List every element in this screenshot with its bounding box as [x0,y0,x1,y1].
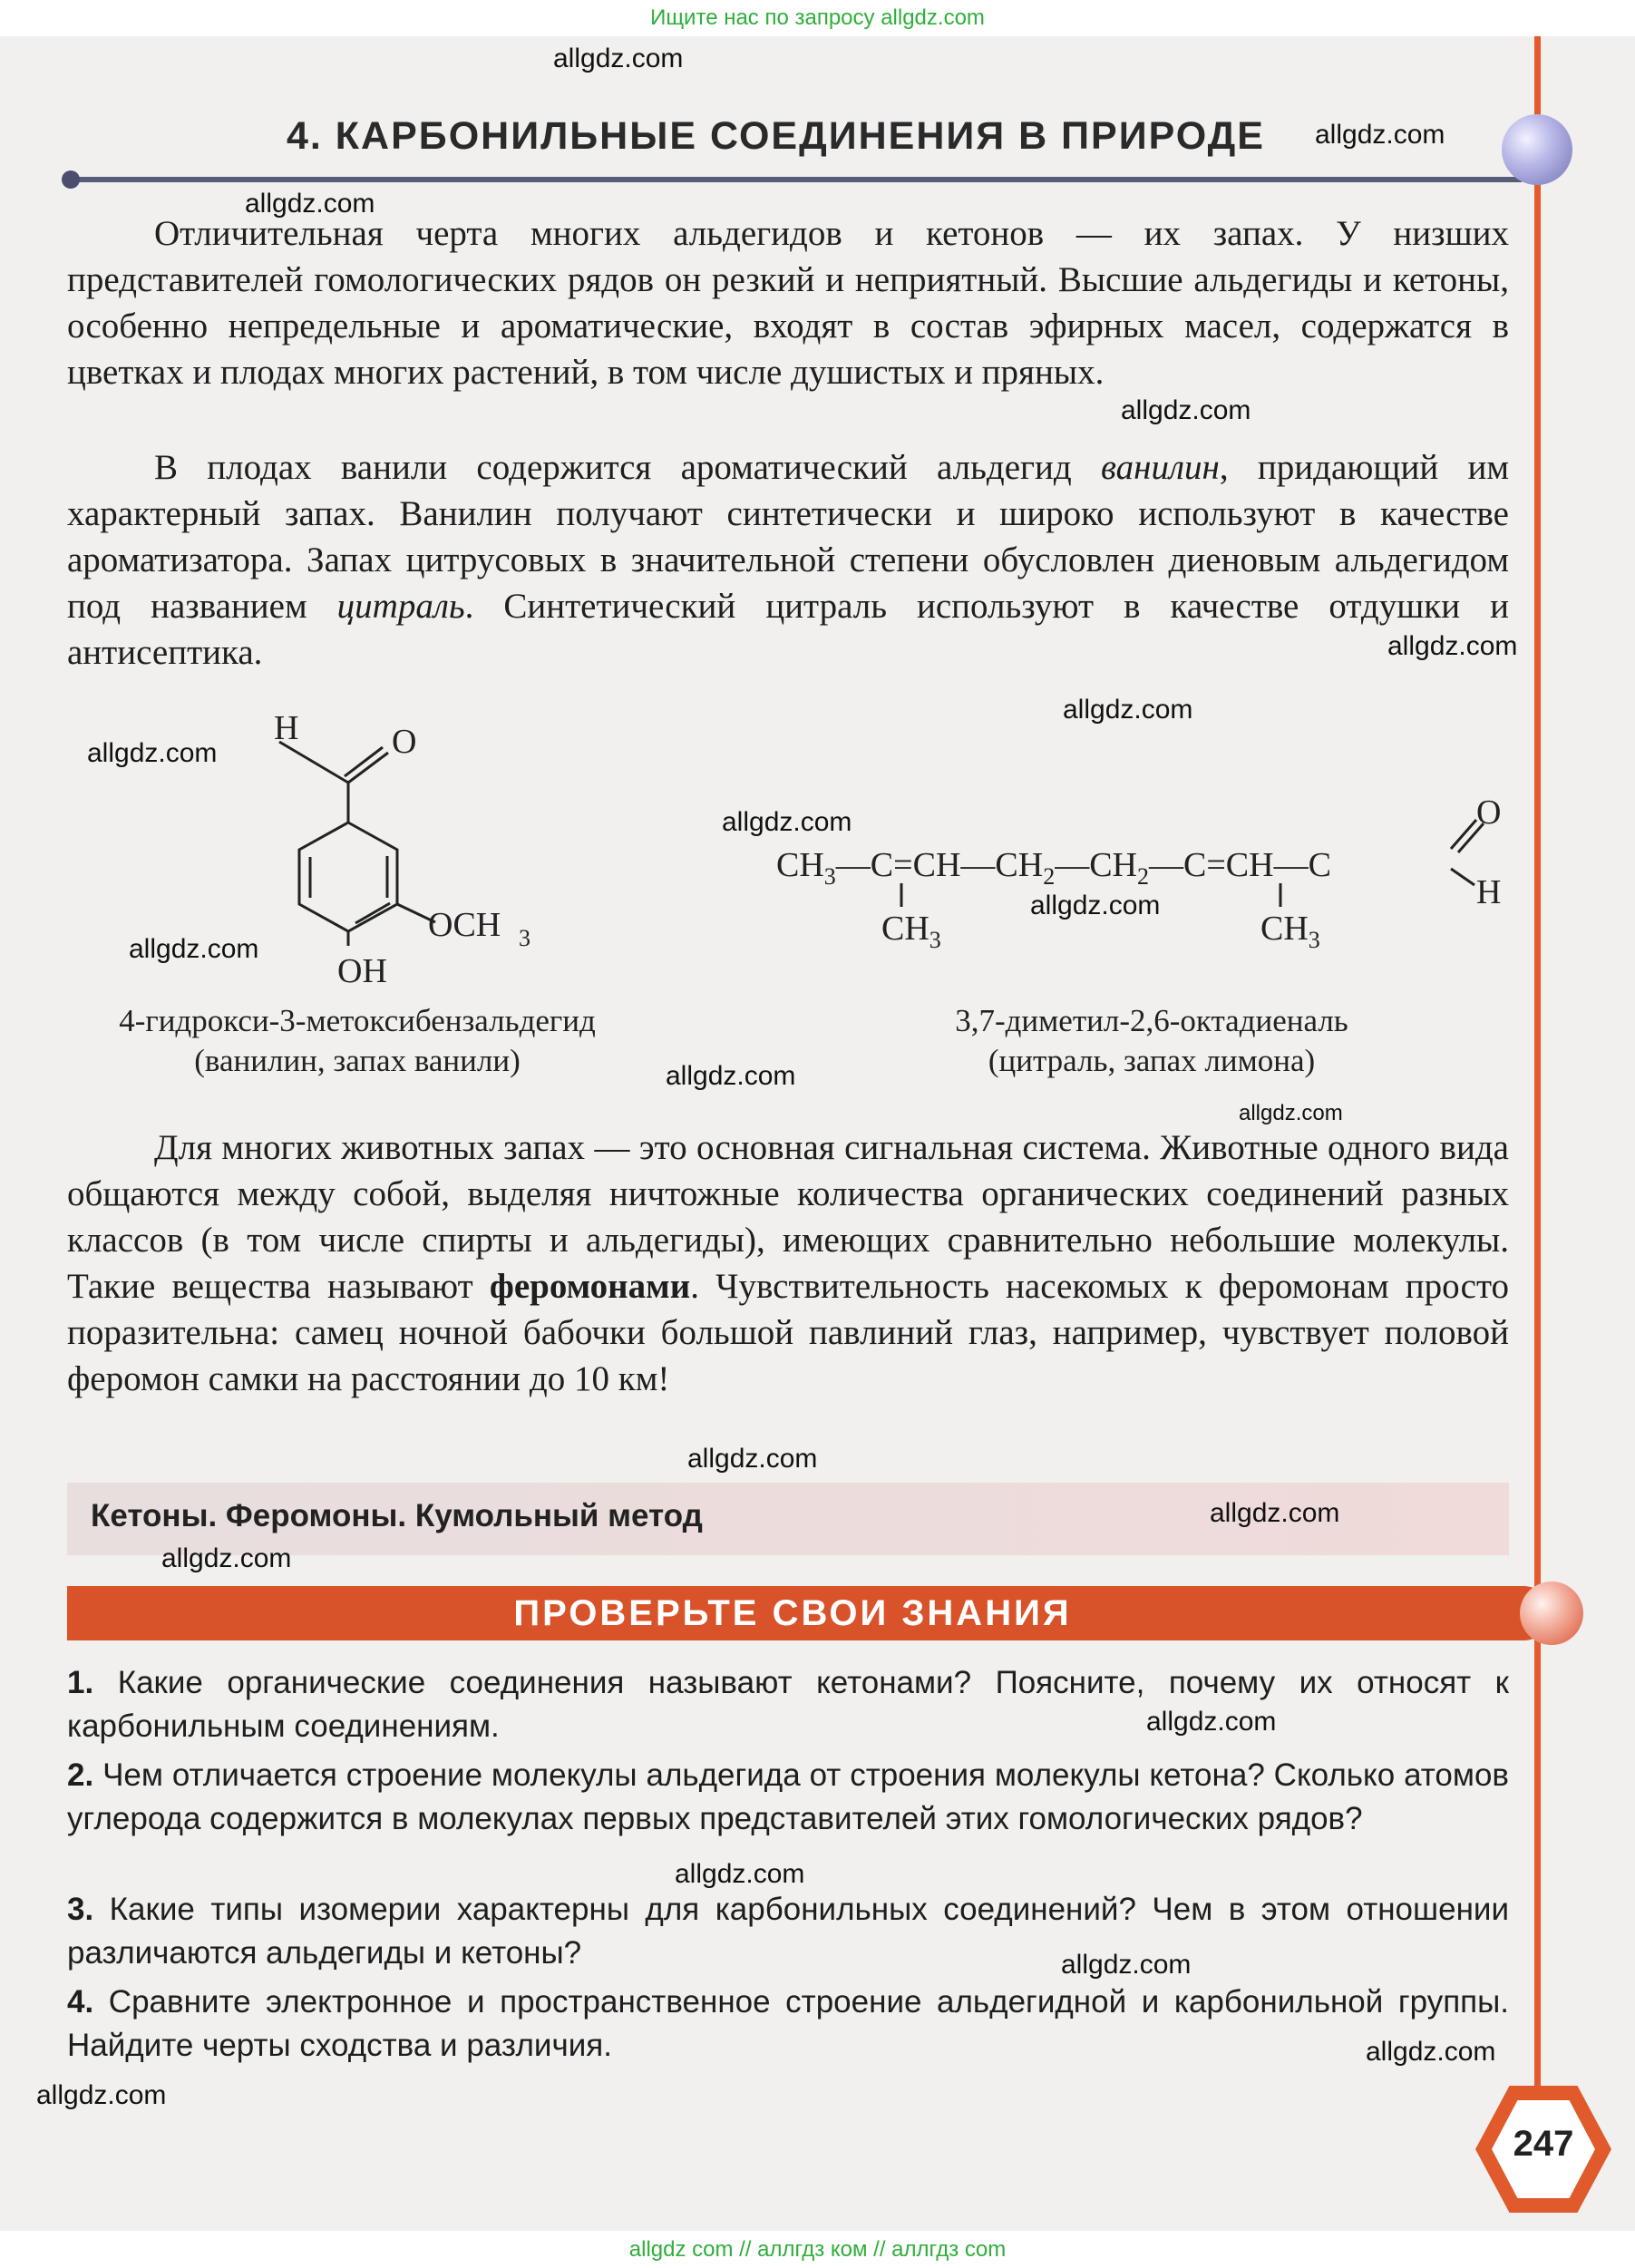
paragraph-2-text [67,444,1509,676]
term-vanillin: ванилин [1101,448,1220,487]
paragraph-3-part1: Для многих животных запах — это основная сигнальная система. Животные одного вида общаются между собой, выделяя ничтожные количества органических соединений разных классов (в том числе спирты и альдегиды), имеющих сравнительно небольшие молекулы. Такие вещества называют [67,1128,1509,1306]
citral-ch-2: CH [1225,846,1274,884]
summary-keywords: Кетоны. Феромоны. Кумольный метод [91,1498,703,1533]
citral-double-2: = [1206,846,1226,884]
watermark: allgdz.com [553,44,684,73]
vanillin-och3-subscript: 3 [519,925,530,951]
question-4-number: 4. [67,1984,94,2020]
citral-formula-text [776,793,1501,952]
citral-dash-2: — [960,846,996,884]
svg-text:CH3 [1260,910,1320,952]
question-2-number: 2. [67,1757,94,1793]
question-3-number: 3. [67,1892,94,1927]
citral-sub-3c: 3 [1308,927,1320,952]
watermark: allgdz.com [1030,891,1161,920]
watermark: allgdz.com [245,189,375,219]
question-1-number: 1. [67,1665,94,1700]
citral-structure [769,789,1513,952]
watermark: allgdz.com [161,1543,292,1573]
paragraph-2-part2: , придающий им характерный запах. Ванилин получают синтетически и широко используют в качестве ароматизатора. Запах цитрусовых в значительной степени обусловлен диеновым альдегидом под названием [67,448,1509,626]
citral-ch-1: CH [912,846,961,884]
vanillin-och3: OCH [428,906,501,944]
right-margin-bar [1534,36,1541,2113]
citral-dash-5: — [1273,846,1309,884]
watermark: allgdz.com [1063,695,1193,725]
watermark: allgdz.com [1121,395,1251,425]
watermark: allgdz.com [1210,1498,1340,1528]
citral-c-1: C [870,846,894,884]
citral-ch3-start: CH [776,846,824,884]
watermark: allgdz.com [666,1061,796,1091]
vanillin-h: H [274,709,299,747]
citral-ch2-1: CH [995,846,1044,884]
paragraph-3-text [67,1124,1509,1402]
page-number: 247 [1513,2124,1574,2164]
citral-double-1: = [893,846,913,884]
watermark: allgdz.com [1239,1101,1343,1125]
citral-sub-2a: 2 [1043,863,1056,890]
watermark: allgdz.com [1387,631,1518,661]
paragraph-2-part1: В плодах ванили содержится ароматический альдегид [154,448,1101,487]
citral-caption-line1: 3,7-диметил-2,6-октадиеналь [955,1003,1348,1038]
blue-ball-decoration [1502,114,1572,185]
citral-c-3: C [1308,846,1331,884]
vanillin-bonds [279,742,435,946]
term-pheromones: феромонами [489,1267,691,1306]
citral-caption-line2: (цитраль, запах лимона) [988,1043,1316,1078]
watermark: allgdz.com [687,1444,818,1474]
paragraph-3 [67,1124,1509,1402]
citral-branch-ch3-1: CH [881,910,929,948]
citral-dash-1: — [835,846,871,884]
page-title: 4. КАРБОНИЛЬНЫЕ СОЕДИНЕНИЯ В ПРИРОДЕ [287,114,1265,158]
paragraph-2 [67,444,1509,676]
question-3 [67,1888,1509,1975]
question-2-text: Чем отличается строение молекулы альдегида от строения молекулы кетона? Сколько атомов углерода содержится в молекулах первых представителей этих гомологических рядов? [67,1757,1509,1836]
citral-h: H [1476,873,1502,911]
watermark: allgdz.com [1366,2037,1496,2067]
vanillin-caption [67,1001,647,1081]
watermark: allgdz.com [36,2080,167,2110]
paragraph-1-text: Отличительная черта многих альдегидов и кетонов — их запах. У низших представителей гомологических рядов он резкий и неприятный. Высшие альдегиды и кетоны, особенно непредельные и ароматические, входят в состав эфирных масел, содержатся в цветках и плодах многих растений, в том числе душистых и пряных. [67,214,1509,392]
citral-sub-2b: 2 [1136,863,1149,890]
watermark: allgdz.com [675,1859,805,1889]
question-4 [67,1981,1509,2068]
citral-branch-ch3-2: CH [1260,910,1309,948]
question-2 [67,1754,1509,1841]
vanillin-caption-line2: (ванилин, запах ванили) [194,1043,521,1078]
paragraph-3-part2: . Чувствительность насекомых к феромонам просто поразительна: самец ночной бабочки большой павлиний глаз, например, чувствует половой феромон самки на расстоянии до 10 км! [67,1267,1509,1398]
question-3-text: Какие типы изомерии характерны для карбонильных соединений? Чем в этом отношении различаются альдегиды и кетоны? [67,1892,1509,1971]
watermark: allgdz.com [1061,1950,1192,1980]
orange-ball-decoration [1520,1582,1583,1645]
watermark: allgdz.com [129,934,259,964]
paragraph-2-part3: . Синтетический цитраль используют в качестве отдушки и антисептика. [67,587,1509,672]
vanillin-oh: OH [337,952,387,990]
citral-dash-3: — [1055,846,1090,884]
vanillin-structure [254,689,580,998]
paragraph-1 [67,210,1509,395]
citral-sub-3a: 3 [823,863,836,890]
watermark: allgdz.com [87,738,218,768]
citral-dash-4: — [1148,846,1183,884]
check-knowledge-title: ПРОВЕРЬТЕ СВОИ ЗНАНИЯ [513,1593,1072,1633]
watermark: allgdz.com [722,807,852,837]
citral-caption [907,1001,1397,1081]
title-rule [65,177,1523,182]
vanillin-o: O [392,723,417,761]
citral-ch2-2: CH [1089,846,1137,884]
vanillin-caption-line1: 4-гидрокси-3-метоксибензальдегид [119,1003,596,1038]
question-4-text: Сравните электронное и пространственное строение альдегидной и карбонильной группы. Найдите черты сходства и различия. [67,1984,1509,2063]
term-citral: цитраль [336,587,465,626]
watermark: allgdz.com [1146,1707,1277,1737]
citral-c-2: C [1182,846,1207,884]
title-rule-dot [62,170,80,189]
citral-sub-3b: 3 [929,927,941,952]
svg-text:CH3 [881,910,941,952]
question-1-text: Какие органические соединения называют кетонами? Поясните, почему их относят к карбонильным соединениям. [67,1665,1509,1744]
svg-text:CH3—C=CH—CH2—CH2—C=CH—C [776,846,1331,890]
watermark: allgdz.com [1315,120,1445,150]
citral-o: O [1476,793,1502,832]
top-banner: Ищите нас по запросу allgdz.com [0,0,1635,36]
bottom-banner: allgdz com // аллгдз ком // аллгдз com [0,2231,1635,2268]
question-1 [67,1661,1509,1748]
